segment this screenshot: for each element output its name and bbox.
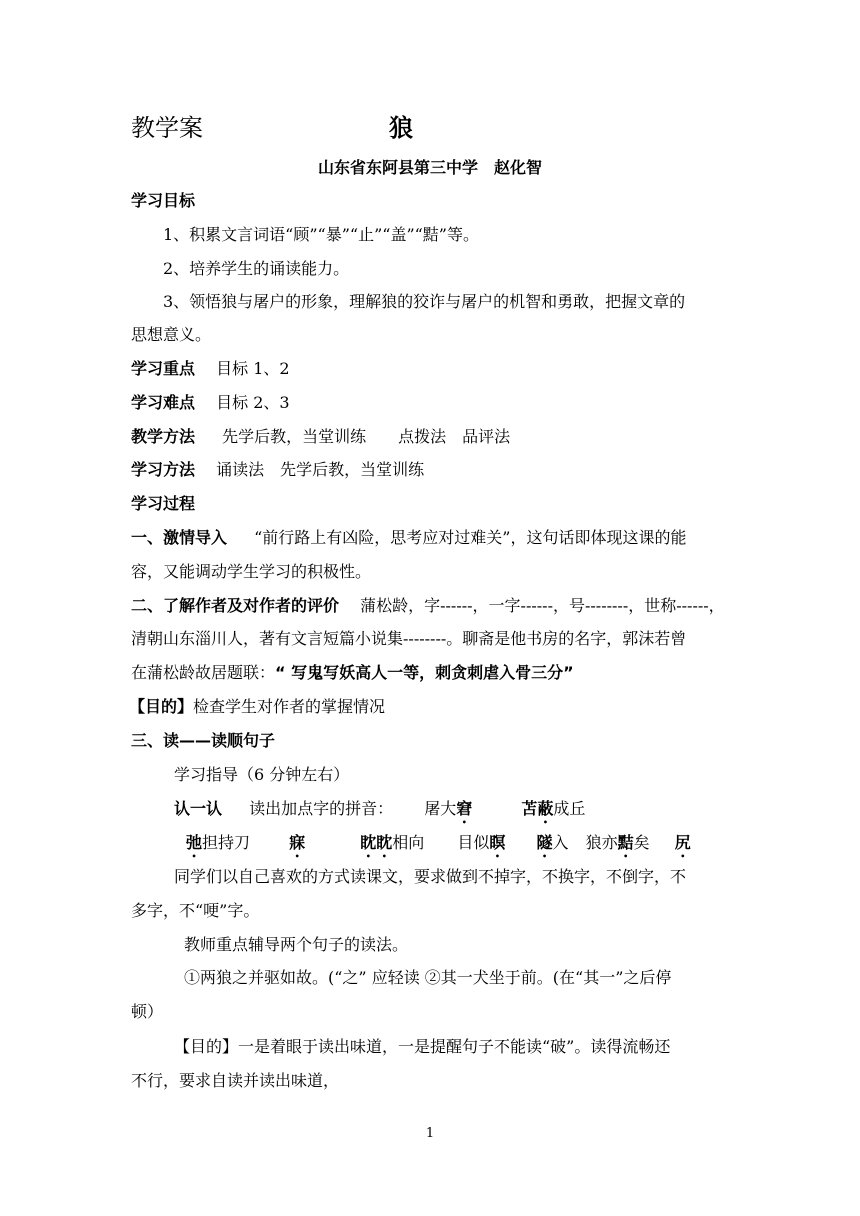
sentence-line-1: ①两狼之并驱如故。(“之” 应轻读 ②其一犬坐于前。(在“其一”之后停 (184, 968, 672, 987)
purpose-1-bracket: 【目的】 (129, 697, 194, 716)
word-4: 寐 (289, 833, 306, 852)
word-2: 苫蔽成丘 (521, 799, 586, 818)
word-1: 屠大窘 (424, 799, 473, 818)
teach-method-label: 教学方法 (131, 427, 196, 446)
goal-item-3: 3、领悟狼与屠户的形象，理解狼的狡诈与屠户的机智和勇敢，把握文章的 (163, 292, 686, 311)
difficulty-label: 学习难点 (131, 393, 196, 412)
author-line: 山东省东阿县第三中学 赵化智 (317, 158, 542, 177)
recognize-row-2 (186, 832, 786, 861)
read-instruction-1: 同学们以自己喜欢的方式读课文，要求做到不掉字，不换字，不倒字，不 (174, 867, 687, 886)
purpose-1 (129, 696, 729, 718)
sentence-line-2: 顿） (131, 1002, 164, 1021)
doc-type-label: 教学案 (131, 114, 203, 142)
section-2-line-2: 清朝山东淄川人，著有文言短篇小说集--------。聊斋是他书房的名字，郭沫若曾 (131, 629, 687, 648)
recognize-row-1 (174, 798, 774, 827)
section-2-label: 二、了解作者及对作者的评价 (131, 596, 340, 615)
recognize-instruction: 读出加点字的拼音： (249, 799, 394, 818)
guide-line: 学习指导（6 分钟左右） (174, 765, 350, 784)
teach-method-value: 先学后教，当堂训练 点拨法 品评法 (222, 427, 511, 446)
lesson-title: 狼 (389, 113, 413, 142)
recognize-label: 认一认 (174, 799, 223, 818)
word-7: 隧入 (536, 833, 569, 852)
page-number: 1 (425, 1126, 435, 1141)
word-5: 眈眈相向 (360, 833, 425, 852)
goals-heading: 学习目标 (131, 191, 196, 210)
section-1-label: 一、激情导入 (131, 528, 228, 547)
teacher-note: 教师重点辅导两个句子的读法。 (184, 935, 409, 954)
goal-item-3-cont: 思想意义。 (131, 325, 212, 344)
word-9: 尻 (674, 833, 691, 852)
purpose-1-text: 检查学生对作者的掌握情况 (193, 697, 386, 716)
section-1-line-2: 容，又能调动学生学习的积极性。 (131, 562, 372, 581)
goal-item-1: 1、积累文言词语“顾”“暴”“止”“盖”“黠”等。 (163, 225, 479, 244)
section-2-text: 蒲松龄，字------，一字------，号--------，世称------， (360, 596, 725, 615)
word-3: 弛担持刀 (186, 833, 251, 852)
learn-method-label: 学习方法 (131, 460, 196, 479)
section-2-couplet: “ 写鬼写妖高人一等，刺贪刺虐入骨三分” (275, 663, 574, 682)
purpose-2-line-1: 【目的】一是着眼于读出味道，一是提醒句子不能读“破”。读得流畅还 (174, 1037, 671, 1056)
section-3-heading: 三、读——读顺句子 (131, 731, 276, 750)
section-1-text: “前行路上有凶险，思考应对过难关”，这句话即体现这课的能 (254, 528, 687, 547)
teach-method-row (131, 426, 731, 448)
section-2-couplet-intro: 在蒲松龄故居题联： (131, 663, 276, 682)
learn-method-row (131, 459, 731, 481)
process-heading: 学习过程 (131, 494, 196, 513)
key-label: 学习重点 (131, 359, 196, 378)
word-8: 狼亦黠矣 (585, 833, 650, 852)
key-value: 目标 1、2 (216, 359, 290, 378)
difficulty-value: 目标 2、3 (216, 393, 290, 412)
learn-method-value: 诵读法 先学后教，当堂训练 (216, 460, 425, 479)
difficulty-row (131, 392, 731, 414)
goal-item-2: 2、培养学生的诵读能力。 (163, 259, 350, 278)
key-point-row (131, 358, 731, 380)
word-6: 目似瞑 (457, 833, 506, 852)
section-2-line-1 (131, 595, 731, 617)
section-2-line-3 (131, 662, 731, 684)
purpose-2-line-2: 不行，要求自读并读出味道， (131, 1071, 340, 1090)
read-instruction-2: 多字，不“哽”字。 (131, 901, 260, 920)
section-1-line-1 (131, 527, 731, 549)
